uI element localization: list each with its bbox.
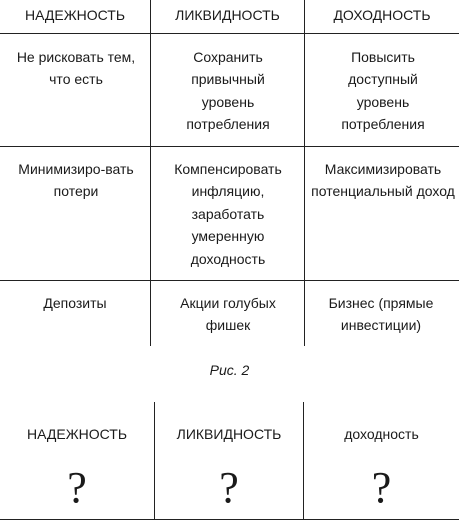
- table-1-cell-r3-c3: Бизнес (прямые инвестиции): [328, 295, 434, 334]
- table-1-cell-r3-c2: Акции голубых фишек: [180, 295, 276, 334]
- table-2-header-profitability: доходность: [344, 426, 419, 442]
- table-1-cell-r3-c1: Депозиты: [43, 295, 107, 311]
- table-1-column-divider-2: [304, 0, 305, 346]
- table-1-cell-r2-c3: Максимизировать потенциальный доход: [311, 161, 455, 200]
- question-mark-profitability: ?: [371, 463, 392, 512]
- table-1-divider-row-2: [0, 280, 459, 281]
- table-1-cell-r1-c2: Сохранить привычный уровень потребления: [186, 49, 270, 133]
- table-1-cell-r1-c1: Не рисковать тем, что есть: [16, 49, 136, 88]
- table-2-header-liquidity: ЛИКВИДНОСТЬ: [176, 426, 282, 442]
- table-1-cell-r2-c2: Компенсировать инфляцию, заработать умеренную доходность: [174, 161, 282, 267]
- table-1-cell-r1-c3: Повысить доступный уровень потребления: [341, 49, 425, 133]
- table-1-cell-r2-c1: Минимизиро-вать потери: [18, 161, 134, 200]
- table-1-column-divider-1: [150, 0, 151, 346]
- table-2-bottom-rule: [0, 519, 459, 520]
- figure-caption: Рис. 2: [209, 362, 250, 378]
- table-1-header-profitability: ДОХОДНОСТЬ: [333, 7, 431, 23]
- table-1-header-reliability: НАДЕЖНОСТЬ: [24, 7, 126, 23]
- table-1-header-liquidity: ЛИКВИДНОСТЬ: [175, 7, 280, 23]
- table-1-divider-row-1: [0, 146, 459, 147]
- table-2-header-reliability: НАДЕЖНОСТЬ: [26, 426, 128, 442]
- table-1-divider-header: [0, 33, 459, 34]
- question-mark-reliability: ?: [67, 463, 87, 512]
- question-mark-liquidity: ?: [219, 463, 239, 512]
